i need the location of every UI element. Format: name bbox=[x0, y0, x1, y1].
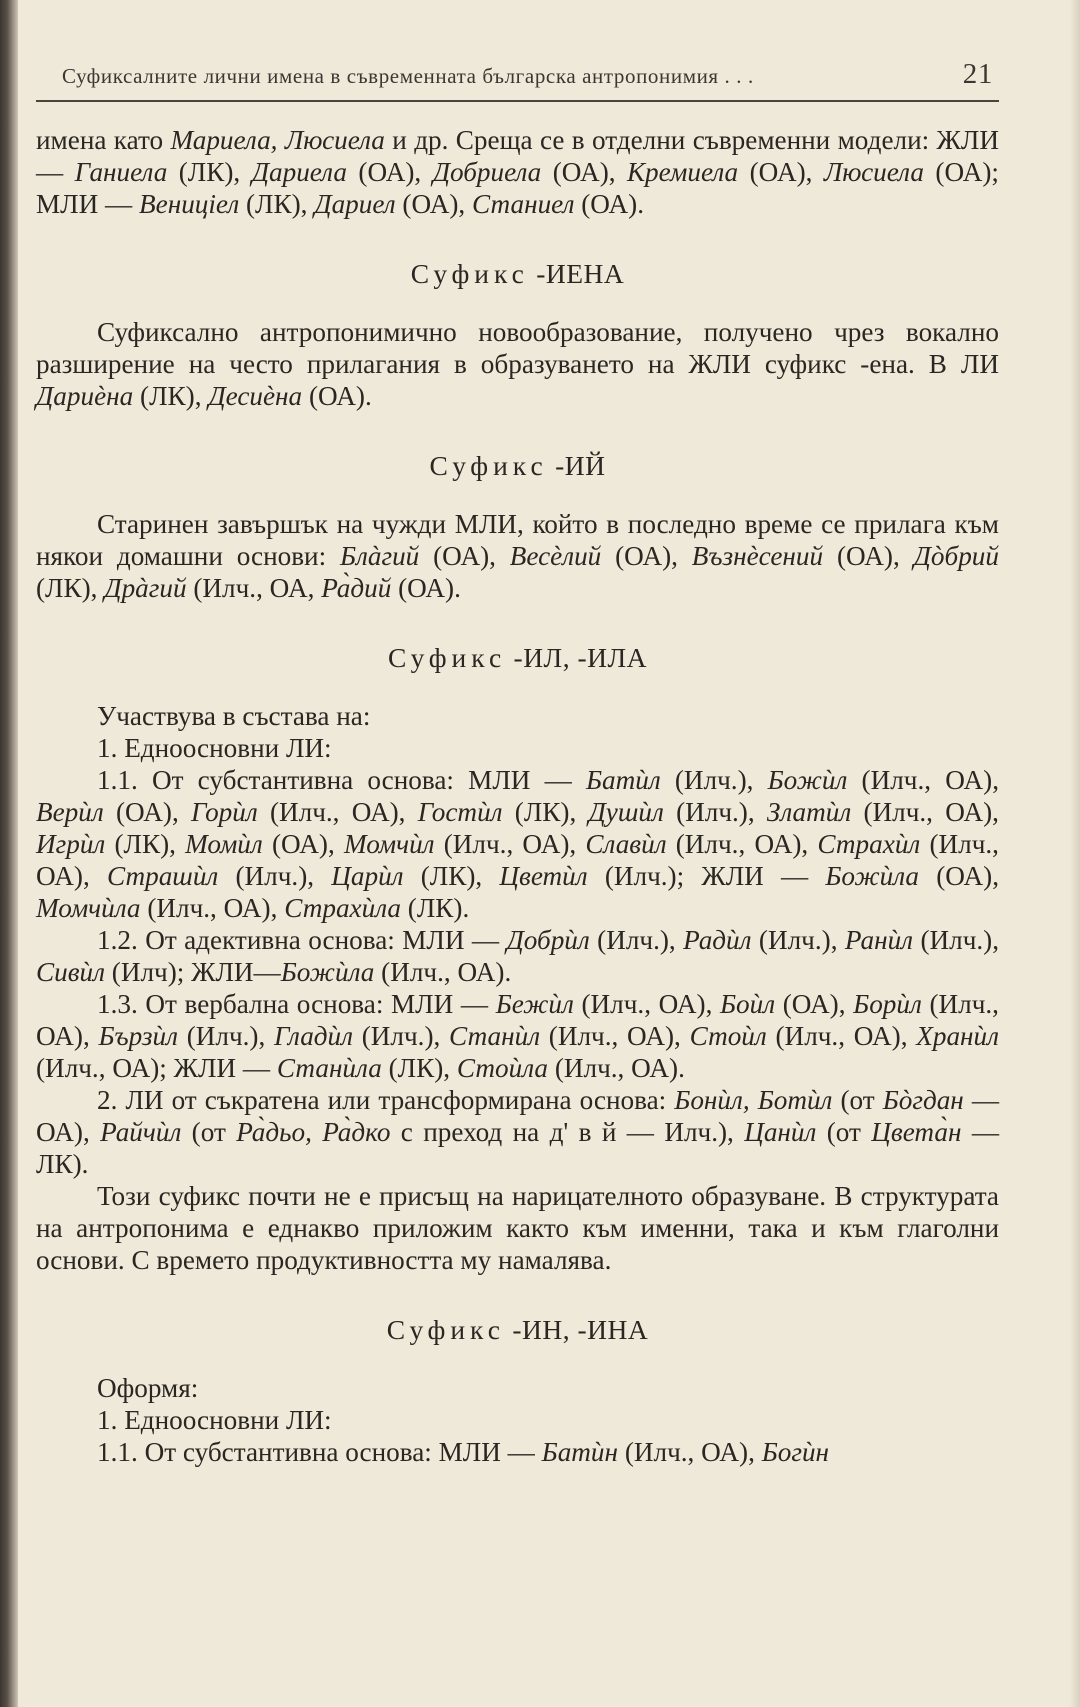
list-item: 1.1. От субстантивна основа: МЛИ — Батѝл (Илч.), Божѝл (Илч., ОА), Верѝл (ОА), Горѝл (Илч., ОА), Гостѝл (ЛК), Душѝл (Илч.), Златѝл (Илч., ОА), Игрѝл (ЛК), Момѝл (ОА), Момчѝл (Илч., ОА), Славѝл (Илч., ОА), Страхѝл (Илч., ОА), Страшѝл (Илч.), Царѝл (ЛК), Цветѝл (Илч.); ЖЛИ — Божѝла (ОА), Момчѝла (Илч., ОА), Страхѝла (ЛК). bbox=[36, 765, 1000, 923]
running-head bbox=[36, 58, 999, 96]
paragraph: имена като Мариела, Люсиела и др. Среща се в отделни съвременни модели: ЖЛИ — Ганиела (ЛК), Дариела (ОА), Добриела (ОА), Кремиела (ОА), Люсиела (ОА); МЛИ — Вениціел (ЛК), Дариел (ОА), Станиел (ОА). bbox=[36, 125, 999, 219]
list-item: 1.2. От адективна основа: МЛИ — Добрѝл (Илч.), Радѝл (Илч.), Ранѝл (Илч.), Сивѝл (Илч); ЖЛИ—Божѝла (Илч., ОА). bbox=[36, 925, 1000, 987]
page-edge bbox=[1070, 0, 1080, 1707]
paragraph: Оформя: bbox=[97, 1373, 199, 1403]
page-body bbox=[36, 124, 999, 1468]
list-item: 1.3. От вербална основа: МЛИ — Бежѝл (Илч., ОА), Боѝл (ОА), Борѝл (Илч., ОА), Бързѝл (Илч.), Гладѝл (Илч.), Станѝл (Илч., ОА), Стоѝл (Илч., ОА), Хранѝл (Илч., ОА); ЖЛИ — Станѝла (ЛК), Стоѝла (Илч., ОА). bbox=[36, 989, 999, 1083]
list-item: 1.1. От субстантивна основа: МЛИ — Батѝн (Илч., ОА), Богѝн bbox=[97, 1437, 830, 1467]
header-rule bbox=[36, 100, 999, 102]
section-heading: Суфикс -ИЛ, -ИЛА bbox=[388, 642, 647, 673]
page-binding-shadow bbox=[0, 0, 18, 1707]
section-heading: Суфикс -ИН, -ИНА bbox=[386, 1314, 649, 1345]
page bbox=[36, 58, 999, 1468]
list-item: 2. ЛИ от съкратена или трансформирана основа: Бонѝл, Ботѝл (от Бòгдан — ОА), Райчѝл (от Ра̀дьо, Ра̀дко с преход на д' в й — Илч.), Цанѝл (от Цвета̀н — ЛК). bbox=[36, 1085, 1000, 1179]
paragraph: Старинен завършък на чужди МЛИ, който в последно време се прилага към някои домашни основи: Блàгий (ОА), Весèлий (ОА), Възнèсений (ОА), Дòбрий (ЛК), Дрàгий (Илч., ОА, Ра̀дий (ОА). bbox=[36, 509, 999, 603]
paragraph: Участвува в състава на: bbox=[97, 701, 371, 731]
page-number: 21 bbox=[962, 58, 993, 90]
paragraph: Този суфикс почти не е присъщ на нарицателното образуване. В структурата на антропонима е еднакво приложим както към именни, така и към глаголни основи. С времето продуктивността му намалява. bbox=[36, 1181, 999, 1275]
list-item: 1. Едноосновни ЛИ: bbox=[97, 1405, 332, 1435]
list-item: 1. Едноосновни ЛИ: bbox=[97, 733, 332, 763]
paragraph: Суфиксално антропонимично новообразование, получено чрез вокално разширение на често прилагания в образуването на ЖЛИ суфикс -ена. В ЛИ Дариèна (ЛК), Десиèна (ОА). bbox=[36, 317, 999, 411]
running-title: Суфиксалните лични имена в съвременната българска антропонимия . . . bbox=[62, 64, 754, 88]
section-heading: Суфикс -ИЕНА bbox=[410, 258, 625, 289]
section-heading: Суфикс -ИЙ bbox=[429, 450, 606, 481]
